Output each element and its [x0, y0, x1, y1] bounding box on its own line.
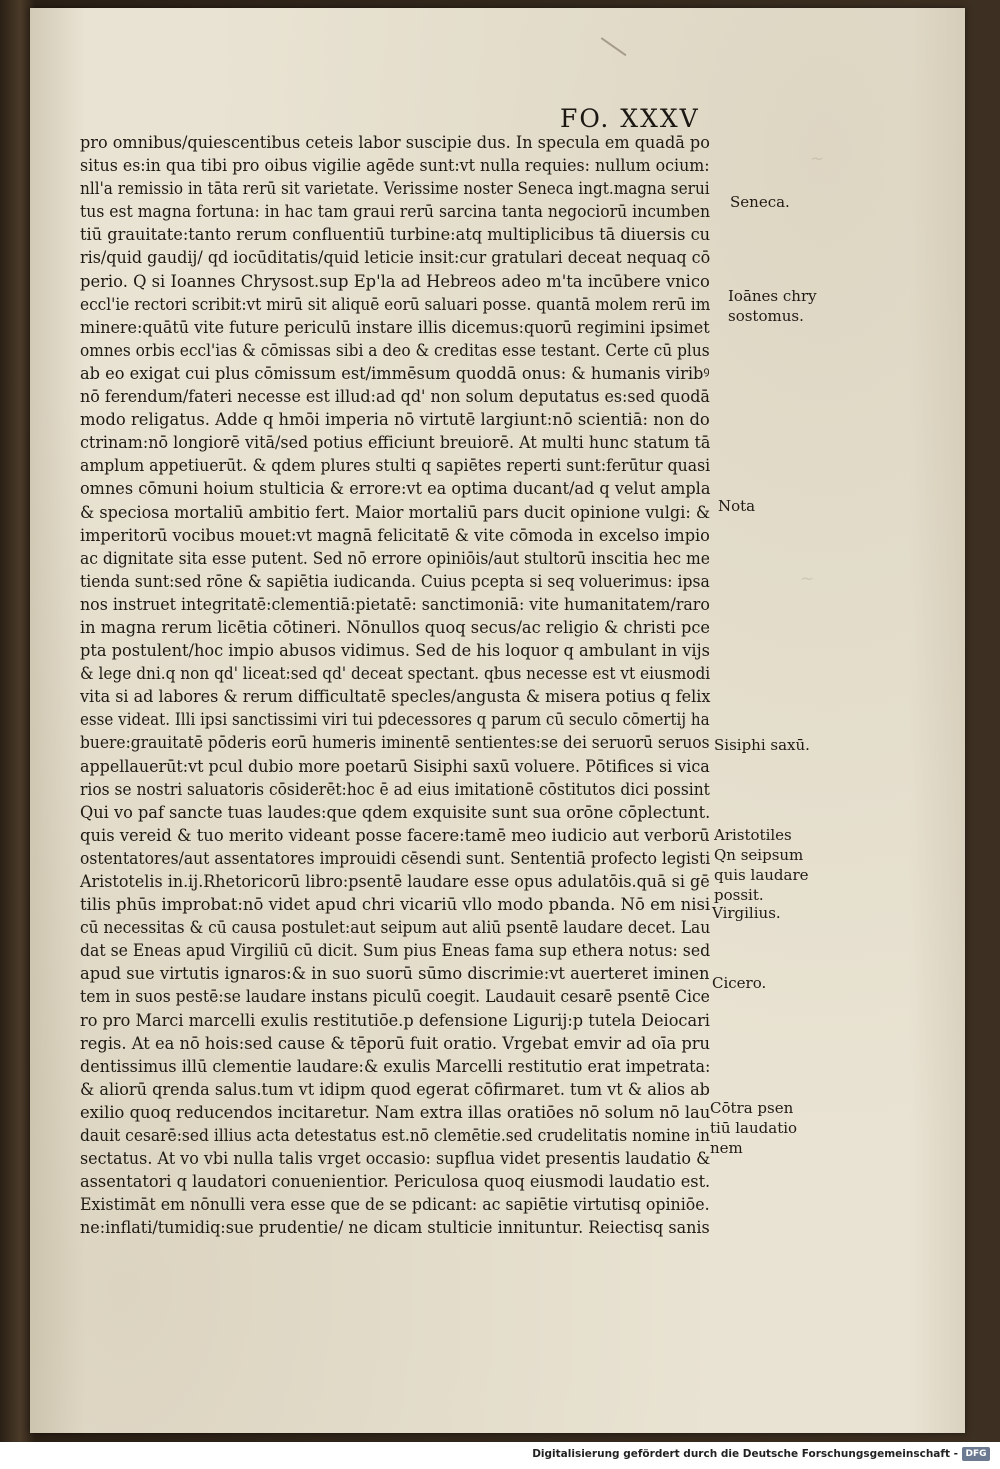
bleed-through-mark: ~ — [800, 569, 815, 589]
text-line: tilis phūs improbat:nō videt apud chri vicariū vllo modo pbanda. Nō em nisi — [80, 895, 711, 916]
text-line: ac dignitate sita esse putent. Sed nō errore opiniōis/aut stultorū inscitia hec me — [80, 548, 710, 569]
text-line: modo religatus. Adde q hmōi imperia nō virtutē largiunt:nō scientiā: non do — [80, 410, 710, 431]
text-line: apud sue virtutis ignaros:& in suo suorū sūmo discrimie:vt auerteret iminen — [80, 964, 710, 985]
text-line: appellauerūt:vt pcul dubio more poetarū Sisiphi saxū voluere. Pōtifices si vica — [80, 756, 710, 777]
text-line: minere:quātū vite future periculū instare illis dicemus:quorū regimini ipsimet — [80, 317, 710, 338]
text-line: Existimāt em nōnulli vera esse que de se pdicant: ac sapiētie virtutisq opiniōe. — [80, 1195, 710, 1216]
text-line: ro pro Marci marcelli exulis restitutiōe.p defensione Ligurij:p tutela Deiocari — [80, 1010, 710, 1031]
text-line: tiū grauitate:tanto rerum confluentiū turbine:atq multiplicibus tā diuersis cu — [80, 225, 711, 246]
text-line: tienda sunt:sed rōne & sapiētia iudicanda. Cuius pcepta si seq voluerimus: ipsa — [80, 571, 710, 592]
text-line: ne:inflati/tumidiq:sue prudentie/ ne dicam stulticie innituntur. Reiectisq sanis — [80, 1218, 710, 1239]
text-line: nos instruet integritatē:clementiā:pietatē: sanctimoniā: vite humanitatem/raro — [80, 594, 710, 615]
text-line: quis vereid & tuo merito videant posse facere:tamē meo iudicio aut verborū — [80, 825, 710, 846]
folio-number: FO. XXXV — [560, 104, 700, 133]
text-line: rios se nostri saluatoris cōsiderēt:hoc ē ad eius imitationē cōstitutos dici possint — [80, 779, 710, 800]
main-text-block — [80, 132, 710, 1241]
text-line: eccl'ie rectori scribit:vt mirū sit aliquē eorū saluari posse. quantā molem rerū im — [80, 294, 711, 315]
text-line: Qui vo paf sancte tuas laudes:que qdem exquisite sunt sua orōne cōplectunt. — [80, 802, 711, 823]
text-line: omnes cōmuni hoium stulticia & errore:vt ea optima ducant/ad q velut ampla — [80, 479, 711, 500]
text-line: & aliorū qrenda salus.tum vt idipm quod egerat cōfirmaret. tum vt & alios ab — [80, 1079, 710, 1100]
text-line: pro omnibus/quiescentibus ceteis labor suscipie dus. In specula em quadā po — [80, 133, 710, 153]
text-line: nll'a remissio in tāta rerū sit varietate. Verissime noster Seneca ingt.magna serui — [80, 179, 710, 200]
text-line: exilio quoq reducendos incitaretur. Nam extra illas oratiōes nō solum nō lau — [80, 1102, 711, 1123]
text-line: tem in suos pestē:se laudare instans piculū coegit. Laudauit cesarē psentē Cice — [80, 987, 710, 1008]
margin-note-contra: Cōtra psen tiū laudatio nem — [710, 1099, 798, 1157]
text-line: assentatori q laudatori conuenientior. Periculosa quoq eiusmodi laudatio est. — [80, 1172, 711, 1193]
margin-note-cicero: Cicero. — [712, 974, 767, 992]
text-line: perio. Q si Ioannes Chrysost.sup Ep'la ad Hebreos adeo m'ta incūbere vnico — [80, 271, 710, 292]
margin-note-nota: Nota — [718, 497, 756, 515]
margin-note-sisiphi: Sisiphi saxū. — [714, 736, 810, 754]
text-line: omnes orbis eccl'ias & cōmissas sibi a deo & creditas esse testant. Certe cū plus — [80, 340, 710, 361]
text-line: amplum appetiuerūt. & qdem plures stulti q sapiētes reperti sunt:ferūtur quasi — [80, 456, 711, 477]
page-crease — [584, 37, 627, 80]
text-line: cū necessitas & cū causa postulet:aut seipum aut aliū psentē laudare decet. Lau — [80, 918, 711, 939]
text-line: situs es:in qua tibi pro oibus vigilie agēde sunt:vt nulla requies: nullum ocium: — [80, 156, 710, 177]
text-line: esse videat. Illi ipsi sanctissimi viri tui pdecessores q parum cū seculo cōmertij ha — [80, 710, 710, 731]
text-line: imperitorū vocibus mouet:vt magnā felicitatē & vite cōmoda in excelso impio — [80, 525, 710, 546]
text-line: dauit cesarē:sed illius acta detestatus est.nō clemētie.sed crudelitatis nomine in — [80, 1126, 710, 1147]
text-line: ctrinam:nō longiorē vitā/sed potius efficiunt breuiorē. At multi hunc statum tā — [80, 433, 711, 454]
text-line: ris/quid gaudij/ qd iocūditatis/quid leticie insit:cur gratulari deceat nequaq cō — [80, 248, 711, 269]
dfg-logo-icon: DFG — [962, 1447, 990, 1461]
funding-credit: Digitalisierung gefördert durch die Deutsche Forschungsgemeinschaft - — [532, 1448, 958, 1460]
text-line: & speciosa mortaliū ambitio fert. Maior mortaliū pars ducit opinione vulgi: & — [80, 502, 711, 523]
margin-note-seneca: Seneca. — [730, 193, 790, 211]
text-line: ostentatores/aut assentatores improuidi cēsendi sunt. Sententiā profecto legisti — [80, 848, 711, 869]
margin-note-aristotiles: Aristotiles Qn seipsum quis laudare possit. — [714, 826, 809, 904]
text-line: ab eo exigat cui plus cōmissum est/immēsum quoddā onus: & humanis viribꝰ — [80, 363, 710, 384]
text-line: buere:grauitatē pōderis eorū humeris iminentē sentientes:se dei seruorū seruos — [80, 733, 710, 754]
text-line: & lege dni.q non qd' liceat:sed qd' deceat spectant. qbus necesse est vt eiusmodi — [80, 664, 711, 685]
text-line: dat se Eneas apud Virgiliū cū dicit. Sum pius Eneas fama sup ethera notus: sed — [80, 941, 711, 962]
text-line: dentissimus illū clementie laudare:& exulis Marcelli restitutio erat impetrata: — [80, 1056, 711, 1077]
text-line: nō ferendum/fateri necesse est illud:ad qd' non solum deputatus es:sed quodā — [80, 387, 710, 408]
bleed-through-mark: ~ — [810, 149, 825, 169]
text-line: sectatus. At vo vbi nulla talis vrget occasio: supflua videt presentis laudatio & — [80, 1149, 711, 1170]
text-line: tus est magna fortuna: in hac tam graui rerū sarcina tanta negociorū incumben — [80, 202, 711, 223]
text-line: pta postulent/hoc impio abusos vidimus. Sed de his loquor q ambulant in vijs — [80, 641, 710, 662]
text-line: Aristotelis in.ij.Rhetoricorū libro:psentē laudare esse opus adulatōis.quā si gē — [80, 872, 710, 892]
text-line: in magna rerum licētia cōtineri. Nōnullos quoq secus/ac religio & christi pce — [80, 617, 710, 638]
margin-note-ioannes: Ioānes chry sostomus. — [728, 287, 817, 325]
footer-bar — [0, 1442, 1000, 1469]
text-line: regis. At ea nō hois:sed cause & tēporū fuit oratio. Vrgebat emvir ad oīa pru — [80, 1033, 711, 1054]
text-line: vita si ad labores & rerum difficultatē specles/angusta & misera potius q felix — [80, 687, 711, 708]
margin-note-virgilius: Virgilius. — [712, 904, 781, 922]
